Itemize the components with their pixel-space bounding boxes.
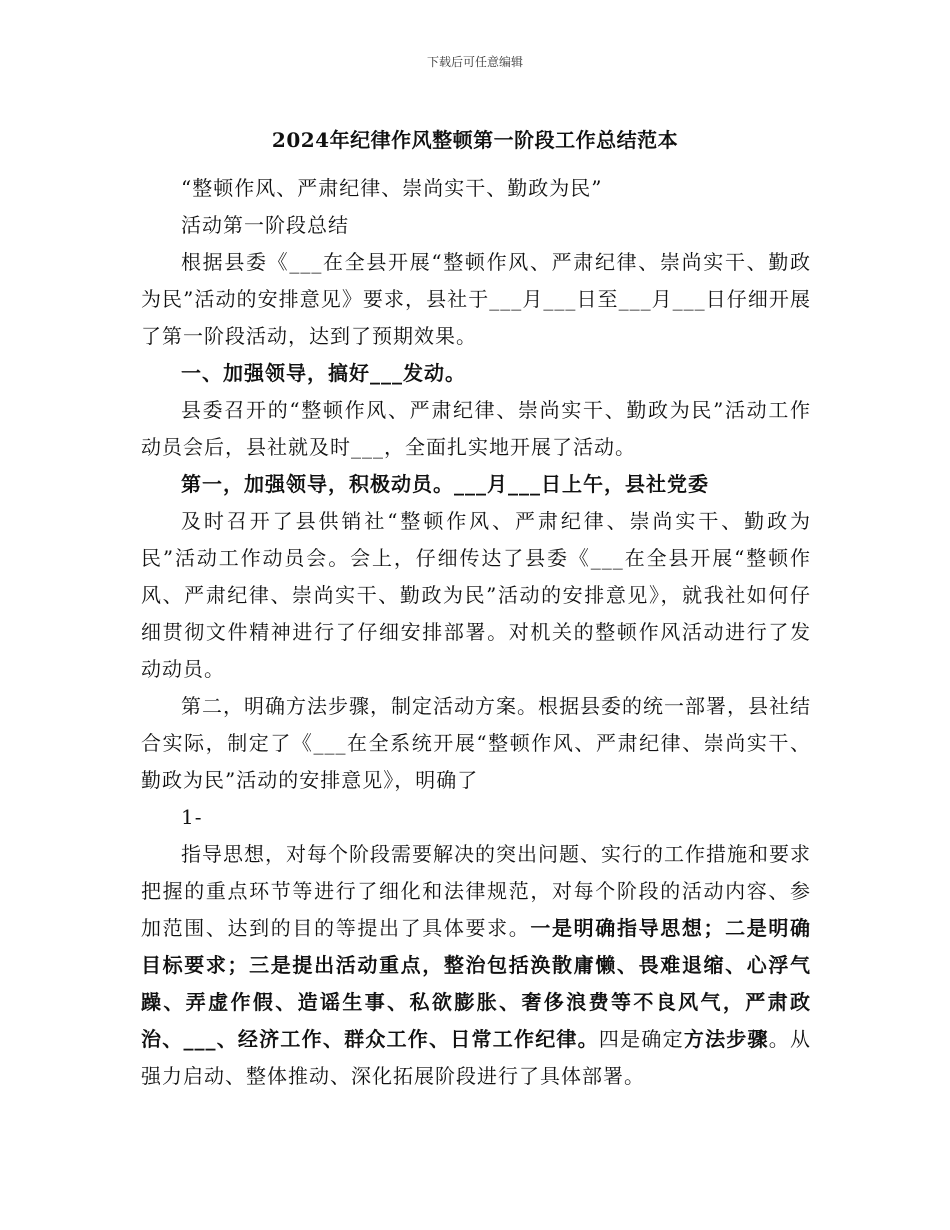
bold-run: 一是明确指导思想；二是明确目标要求；三是提出活动重点，整治包括涣散庸懒、畏难退缩、心浮气躁、弄虚作假、造谣生事、私欲膨胀、奢侈浪费等不良风气，严肃政治、___、经济工作、群众工作、日常工作纪律。 bbox=[141, 916, 812, 1051]
paragraph-meeting: 及时召开了县供销社“整顿作风、严肃纪律、崇尚实干、勤政为民”活动工作动员会。会上，仔细传达了县委《___在全县开展“整顿作风、严肃纪律、崇尚实干、勤政为民”活动的安排意见》，就我社如何仔细贯彻文件精神进行了仔细安排部署。对机关的整顿作风活动进行了发动动员。 bbox=[141, 509, 811, 681]
header-note: 下载后可任意编辑 bbox=[426, 55, 523, 69]
document-title: 2024年纪律作风整顿第一阶段工作总结范本 bbox=[271, 128, 679, 152]
text-run: 四是确定 bbox=[598, 1027, 684, 1051]
bold-run: 方法步骤 bbox=[683, 1027, 769, 1051]
paragraph-intro: 根据县委《___在全县开展“整顿作风、严肃纪律、崇尚实干、勤政为民”活动的安排意见》要求，县社于___月___日至___月___日仔细开展了第一阶段活动，达到了预期效果。 bbox=[141, 250, 811, 348]
paragraph-second-point: 第二，明确方法步骤，制定活动方案。根据县委的统一部署，县社结合实际，制定了《___在全系统开展“整顿作风、严肃纪律、崇尚实干、勤政为民”活动的安排意见》，明确了 bbox=[141, 694, 811, 792]
paragraph-subtitle: 活动第一阶段总结 bbox=[181, 213, 349, 237]
paragraph-mobilization: 县委召开的“整顿作风、严肃纪律、崇尚实干、勤政为民”活动工作动员会后，县社就及时___，全面扎实地开展了活动。 bbox=[141, 398, 811, 459]
paragraph-first-point: 第一，加强领导，积极动员。___月___日上午，县社党委 bbox=[181, 472, 709, 496]
document-body bbox=[141, 170, 811, 1095]
text-run: 指导思想，对每个阶段需要解决的突出问题、实行的工作措施和要求把握的重点环节等进行了细化和法律规范，对每个阶段的活动内容、参加范围、达到的目的等提出了具体要求。 bbox=[141, 842, 811, 940]
paragraph-slogan: “整顿作风、严肃纪律、崇尚实干、勤政为民” bbox=[181, 176, 603, 200]
section-heading-1: 一、加强领导，搞好___发动。 bbox=[181, 361, 466, 385]
text-run: 。从强力启动、整体推动、深化拓展阶段进行了具体部署。 bbox=[141, 1027, 812, 1088]
paragraph-guiding-thought bbox=[141, 836, 811, 1095]
page-number: 1- bbox=[181, 805, 203, 829]
